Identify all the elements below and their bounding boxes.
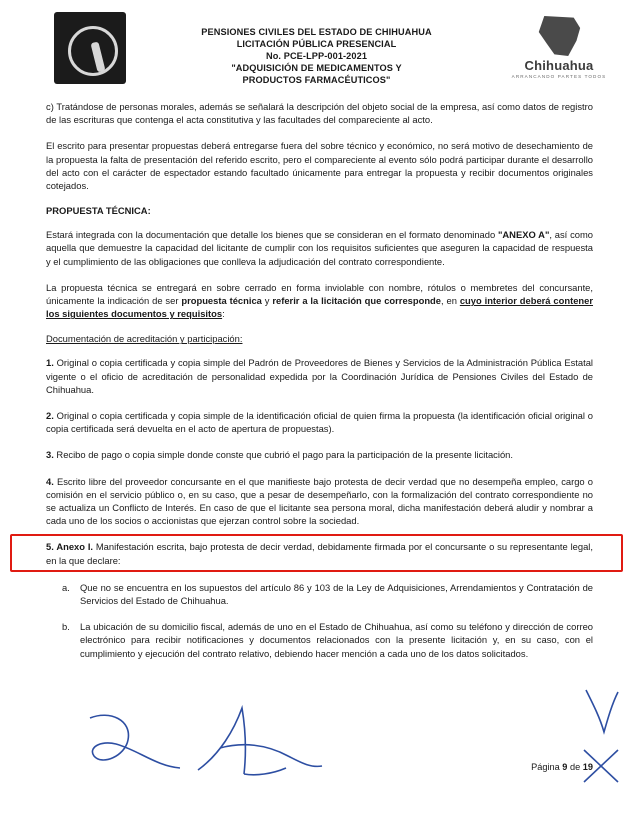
list-item-5-number: 5. [46,541,54,553]
sub-item-a-marker: a. [62,581,70,593]
sobre-underline-bold: cuyo interior deberá contener los siguientes documentos y requisitos [46,295,594,320]
list-item-5-text: Manifestación escrita, bajo protesta de decir verdad, debidamente firmada por el concursante o su representante legal, en la que declare: [46,541,593,566]
list-item-1 [46,356,593,396]
list-item-5-anexo: Anexo I. [53,541,94,553]
list-item-3 [46,448,593,461]
footer-page-total: 19 [582,762,593,772]
list-item-1-text: Original o copia certificada y copia simple del Padrón de Proveedores de Bienes y Servicios de la Administración Pública Estatal vigente o el oficio de acreditación de personalidad expedida por la Coordinación Jurídica de Pensiones Civiles del Estado de Chihuahua. [46,357,593,395]
footer-page-of: de [569,762,581,772]
header-title-line-2: LICITACIÓN PÚBLICA PRESENCIAL [236,39,397,49]
estara-text-1: Estará integrada con la documentación que detalle los bienes que se consideran en el formato denominado [46,229,498,241]
sobre-text-1: La propuesta técnica se entregará en sobre cerrado en forma inviolable con nombre, rótulos o membretes del concursante, únicamente la indicación de ser [46,281,593,307]
signature-three [578,688,624,788]
header-title-line-3: No. PCE-LPP-001-2021 [265,51,368,61]
sobre-bold-1: propuesta técnica [181,295,262,307]
subheading-documentacion: Documentación de acreditación y participación: [46,333,243,345]
paragraph-estara-integrada [46,228,593,268]
sub-item-a [62,581,593,607]
list-item-4-number: 4. [46,475,54,487]
list-item-3-text: Recibo de pago o copia simple donde conste que cubrió el pago para la participación de la presente licitación. [53,449,513,461]
document-header [0,0,639,96]
sobre-text-2: y [261,295,273,307]
sub-item-b-marker: b. [62,621,70,633]
section-heading-propuesta-tecnica: PROPUESTA TÉCNICA: [46,205,151,217]
highlighted-clause [46,540,593,566]
paragraph-sobre-cerrado [46,281,593,321]
chihuahua-map-icon [536,16,582,56]
sobre-text-3: , en [441,295,460,307]
estara-text-2: , así como aquella que demuestre la capacidad del licitante de cumplir con los requisitos suficientes que aseguren la capacidad de respuesta y el cumplimiento de las obligaciones que conlleva la adjudicación del contrato correspondiente. [46,229,593,267]
chihuahua-logo-name: Chihuahua [524,58,594,73]
header-title-line-1: PENSIONES CIVILES DEL ESTADO DE CHIHUAHUA [201,27,432,37]
list-item-2-text: Original o copia certificada y copia simple de la identificación oficial de quien firma la propuesta (la identificación oficial original o copia certificada será devuelta en el acto de apertura de propuestas). [46,410,593,435]
sub-item-list [46,581,593,660]
list-item-2-number: 2. [46,410,54,422]
signature-area [0,710,639,790]
header-title-line-4: "ADQUISICIÓN DE MEDICAMENTOS Y [231,63,402,73]
list-item-1-number: 1. [46,357,54,369]
list-item-4-text: Escrito libre del proveedor concursante en el que manifieste bajo protesta de decir verdad que no desempeña empleo, cargo o comisión en el servicio público o, en su caso, que a pesar de desempeñarlo, con la formalización del contrato correspondiente no se actualiza un Conflicto de Interés. En caso de que el licitante sea persona moral, dicha manifestación deberá aludir y nombrar a cada uno de los socios o accionistas que ejerzan control sobre la sociedad. [46,475,593,527]
paragraph-escrito: El escrito para presentar propuestas deberá entregarse fuera del sobre técnico y económico, no será motivo de desechamiento de la propuesta la falta de presentación del referido escrito, pero el compareciente al evento sólo podrá participar durante el desarrollo del acto con el carácter de espectador estando facultado únicamente para entregar la propuesta y recibir documentos originales cotejados. [46,140,593,192]
chihuahua-logo [507,10,611,79]
footer-page-label: Página [531,762,560,772]
chihuahua-logo-tagline: ARRANCANDO PARTES TODOS [511,74,607,79]
page-number-footer [531,762,593,772]
sobre-bold-2: referir a la licitación que corresponde [272,295,442,307]
list-item-4 [46,475,593,528]
footer-page-current: 9 [562,762,568,772]
paragraph-c: c) Tratándose de personas morales, además se señalará la descripción del objeto social de la empresa, así como datos de registro de las escrituras que contenga el acta constitutiva y las facultades del compareciente al acto. [46,101,593,126]
sub-item-b [62,620,593,660]
header-title-block [126,10,507,86]
signature-two [190,704,340,786]
header-title-line-5: PRODUCTOS FARMACÉUTICOS" [242,75,391,85]
sub-item-a-text: Que no se encuentra en los supuestos del artículo 86 y 103 de la Ley de Adquisiciones, Arrendamientos y Contratación de Servicios del Estado de Chihuahua. [80,581,593,607]
signature-one [80,710,200,780]
list-item-2 [46,409,593,435]
list-item-3-number: 3. [46,449,54,461]
sobre-text-4: : [222,308,225,320]
sub-item-b-text: La ubicación de su domicilio fiscal, además de uno en el Estado de Chihuahua, así como su teléfono y dirección de correo electrónico para recibir notificaciones y documentos relacionados con la presente licitación y, en su caso, con el cumplimiento y ejecución del contrato relativo, debiendo hacer mención a cada uno de los datos solicitados. [80,621,593,659]
pensiones-civiles-logo-icon [54,12,126,84]
list-item-5 [46,540,593,566]
document-body [0,96,639,660]
anexo-a-label: "ANEXO A" [497,229,550,241]
